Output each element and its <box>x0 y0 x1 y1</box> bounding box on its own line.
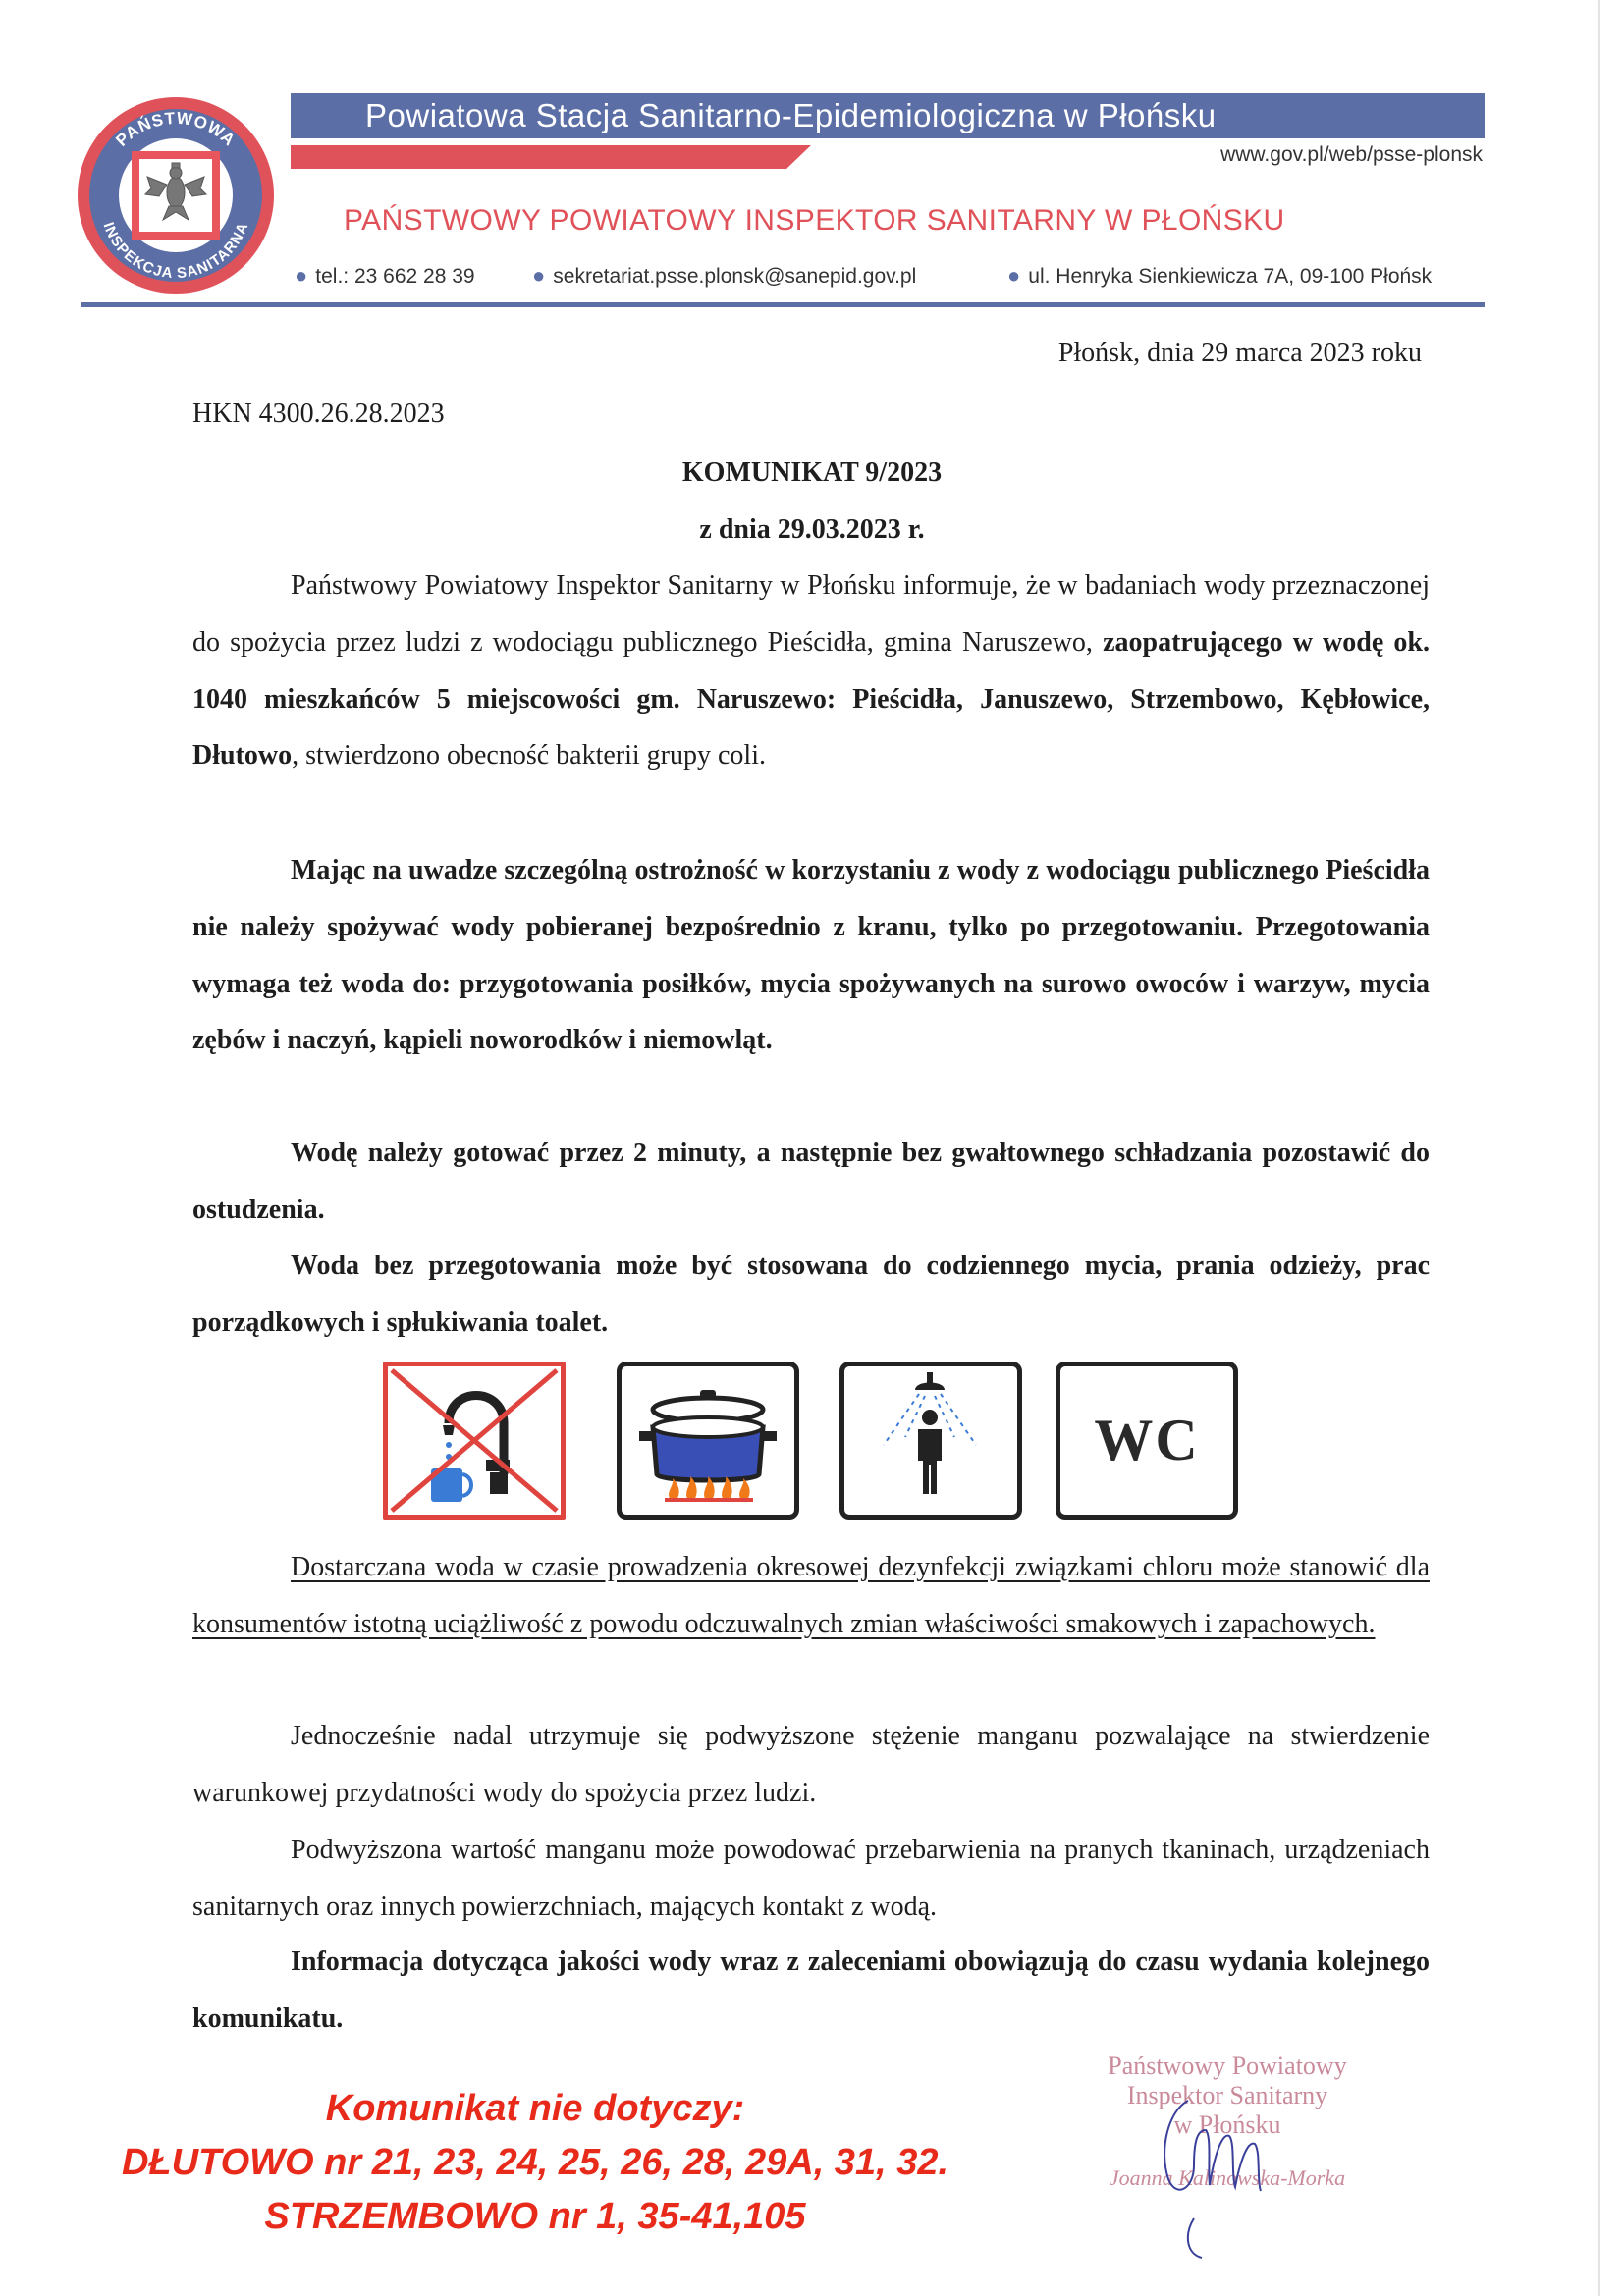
header-red-stripe <box>291 145 811 169</box>
paragraph-5: Dostarczana woda w czasie prowadzenia okresowej dezynfekcji związkami chloru może stanowić dla konsumentów istotną uciążliwość z powodu odczuwalnych zmian właściwości smakowych i zapachowych. <box>192 1552 1430 1639</box>
document-reference: HKN 4300.26.28.2023 <box>192 399 445 429</box>
header-divider <box>81 302 1485 308</box>
stamp-line-3: w Płońsku <box>1173 2110 1281 2139</box>
paragraph-1: Państwowy Powiatowy Inspektor Sanitarny w Płońsku informuje, że w badaniach wody przeznaczonej do spożycia przez ludzi z wodociągu publicznego Pieścidła, gmina Naruszewo, zaopatrującego w wodę ok. 1040 mieszkańców 5 miejscowości gm. Naruszewo: Pieścidła, Januszewo, Strzembowo, Kębłowice, Dłutowo, stwierdzono obecność bakterii grupy coli. <box>192 570 1430 772</box>
bullet-icon: ● <box>532 263 546 288</box>
exclusion-notice-heading: Komunikat nie dotyczy: <box>325 2088 745 2129</box>
website-link[interactable]: www.gov.pl/web/psse-plonsk <box>1220 143 1483 166</box>
wc-label: WC <box>1094 1408 1200 1472</box>
paragraph-7: Podwyższona wartość manganu może powodować przebarwienia na pranych tkaninach, urządzeniach sanitarnych oraz innych powierzchniach, mających kontakt z wodą. <box>192 1835 1430 1922</box>
page-edge-shadow <box>1598 0 1600 2296</box>
paragraph-8: Informacja dotycząca jakości wody wraz z zaleceniami obowiązują do czasu wydania kolejnego komunikatu. <box>192 1947 1430 2034</box>
bullet-icon: ● <box>1007 263 1021 288</box>
paragraph-6: Jednocześnie nadal utrzymuje się podwyższone stężenie manganu pozwalające na stwierdzenie warunkowej przydatności wody do spożycia przez ludzi. <box>192 1721 1430 1808</box>
paragraph-3: Wodę należy gotować przez 2 minuty, a następnie bez gwałtownego schładzania pozostawić do ostudzenia. <box>192 1138 1430 1225</box>
stamp-signatory-name: Joanna Kalinowska-Morka <box>1109 2165 1346 2190</box>
logo-lettering <box>75 94 277 296</box>
stamp-line-1: Państwowy Powiatowy <box>1108 2052 1347 2080</box>
document-date: Płońsk, dnia 29 marca 2023 roku <box>1057 338 1422 368</box>
wc-icon <box>1056 1362 1238 1520</box>
stamp-line-2: Inspektor Sanitarny <box>1126 2081 1328 2109</box>
boiling-pot-icon <box>617 1362 799 1520</box>
document-title: KOMUNIKAT 9/2023 <box>681 457 943 488</box>
svg-text:INSPEKCJA SANITARNA <box>100 220 252 282</box>
logo-text-top: PAŃSTWOWA <box>112 108 240 150</box>
svg-text:PAŃSTWOWA <box>112 109 239 150</box>
logo-text-bottom: INSPEKCJA SANITARNA <box>99 219 252 283</box>
exclusion-notice-dlutowo: DŁUTOWO nr 21, 23, 24, 25, 26, 28, 29A, 31, 32. <box>121 2142 949 2183</box>
institution-name: Powiatowa Stacja Sanitarno-Epidemiologiczna w Płońsku <box>365 97 1217 133</box>
document-subtitle: z dnia 29.03.2023 r. <box>699 514 925 545</box>
shower-icon <box>839 1362 1022 1520</box>
handwritten-signature <box>1100 2071 1316 2268</box>
paragraph-4: Woda bez przegotowania może być stosowana do codziennego mycia, prania odzieży, prac porządkowych i spłukiwania toalet. <box>192 1251 1430 1338</box>
contact-phone: ● tel.: 23 662 28 39 <box>295 263 475 288</box>
no-tap-water-icon <box>383 1362 566 1520</box>
contact-address: ● ul. Henryka Sienkiewicza 7A, 09-100 Płońsk <box>1007 263 1433 288</box>
exclusion-notice-strzembowo: STRZEMBOWO nr 1, 35-41,105 <box>264 2196 806 2237</box>
contact-email[interactable]: ● sekretariat.psse.plonsk@sanepid.gov.pl <box>532 263 917 288</box>
bullet-icon: ● <box>295 263 308 288</box>
paragraph-2: Mając na uwadze szczególną ostrożność w korzystaniu z wody z wodociągu publicznego Pieścidła nie należy spożywać wody pobieranej bezpośrednio z kranu, tylko po przegotowaniu. Przegotowania wymaga też woda do: przygotowania posiłków, mycia spożywanych na surowo owoców i warzyw, mycia zębów i naczyń, kąpieli noworodków i niemowląt. <box>192 855 1430 1056</box>
inspector-title: PAŃSTWOWY POWIATOWY INSPEKTOR SANITARNY W PŁOŃSKU <box>344 204 1285 237</box>
